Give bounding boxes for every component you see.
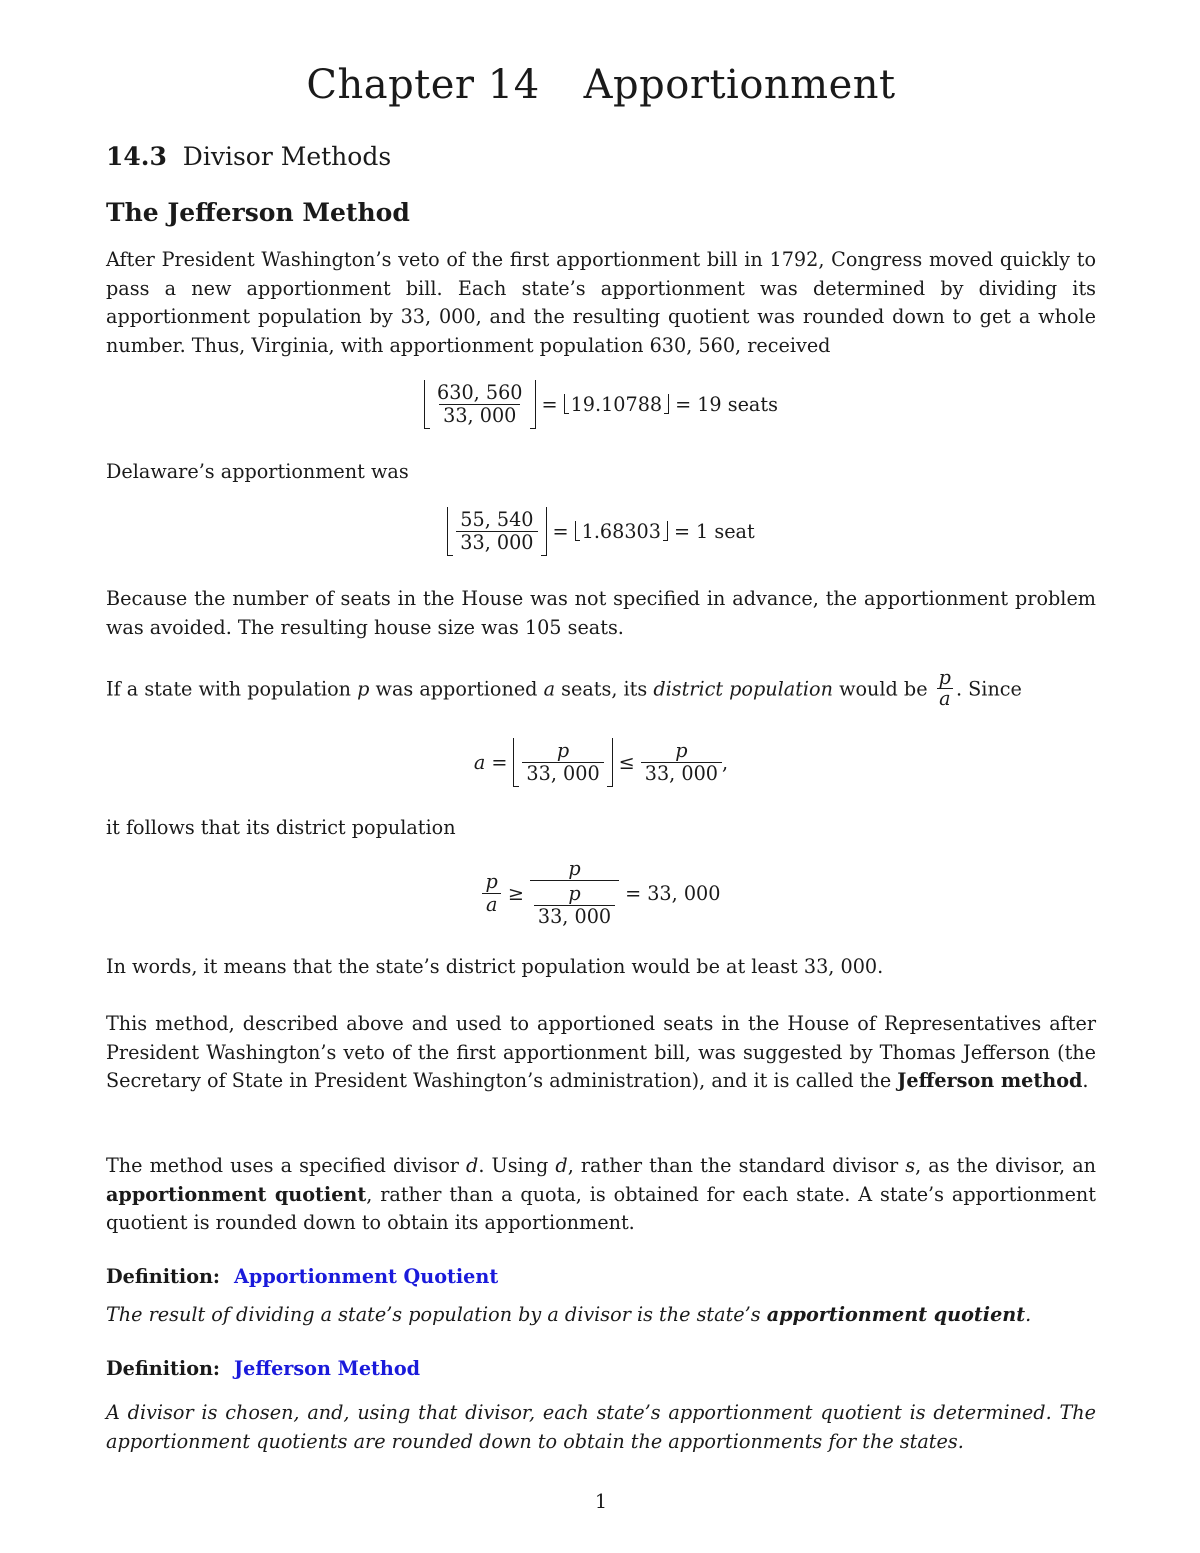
- paragraph-follows: it follows that its district population: [106, 816, 456, 839]
- definition-body-jefferson: A divisor is chosen, and, using that divisor, each state’s apportionment quotient is determined. The apportionment quotients are rounded down to obtain the apportionments for the states.: [106, 1401, 1096, 1453]
- chapter-title: [106, 62, 1096, 108]
- emphasis-term: district population: [653, 677, 833, 701]
- equation-inequality: a = $\frac{p}{33, 000}$ ≤ $\frac{p}{33, 000}$ ,: [473, 739, 729, 785]
- definition-label: Definition:: [106, 1265, 221, 1288]
- equation-virginia: [106, 380, 1096, 429]
- definition-title-link[interactable]: Jefferson Method: [234, 1357, 421, 1380]
- denominator: 33, 000: [456, 531, 537, 554]
- section-heading: [106, 142, 391, 171]
- paragraph-jefferson-origin: This method, described above and used to apportioned seats in the House of Representatives after President Washington’s veto of the first apportionment bill, was suggested by Thomas Jefferson (the Secretary of State in President Washington’s administration), and it is called the Jefferson method.: [106, 1012, 1096, 1092]
- floor-bracket: [424, 380, 535, 429]
- bold-term: apportionment quotient: [106, 1182, 367, 1206]
- definition-heading-quotient: [106, 1265, 498, 1288]
- paragraph-in-words: In words, it means that the state’s district population would be at least 33, 000.: [106, 955, 884, 978]
- definition-body-quotient: The result of dividing a state’s population by a divisor is the state’s apportionment quotient.: [106, 1303, 1032, 1326]
- variable-a: a: [473, 751, 486, 774]
- district-result: 33, 000: [647, 881, 721, 905]
- floor-bracket: [513, 738, 612, 787]
- compound-fraction: $\frac{p}{\frac{p}{33, 000}}$: [530, 858, 619, 928]
- quotient-value: 19.10788: [570, 393, 663, 416]
- document-page: [106, 0, 1096, 1553]
- page-number: 1: [594, 1490, 608, 1513]
- fraction: [456, 509, 537, 554]
- definition-label: Definition:: [106, 1357, 221, 1380]
- bold-term: Jefferson method: [897, 1069, 1083, 1092]
- definition-title-link[interactable]: Apportionment Quotient: [234, 1265, 499, 1288]
- denominator: 33, 000: [439, 404, 520, 427]
- numerator: 630, 560: [437, 381, 523, 404]
- inner-fraction: $\frac{p}{33, 000}$: [534, 883, 615, 928]
- chapter-name: Apportionment: [583, 62, 896, 108]
- equals-sign: =: [541, 393, 558, 416]
- subsection-heading: The Jefferson Method: [106, 198, 410, 227]
- less-equal-sign: ≤: [618, 751, 635, 774]
- paragraph-intro: After President Washington’s veto of the first apportionment bill in 1792, Congress moved quickly to pass a new apportionment bill. Each state’s apportionment was determined by dividing its apportionment population by 33, 000, and the resulting quotient was rounded down to get a whole number. Thus, Virginia, with apportionment population 630, 560, received: [106, 248, 1096, 357]
- bold-term: apportionment quotient: [766, 1303, 1026, 1326]
- section-number: 14.3: [106, 142, 167, 171]
- section-title: Divisor Methods: [182, 142, 392, 171]
- fraction: $\frac{p}{a}$: [482, 871, 502, 916]
- paragraph-district-population: If a state with population p was apportioned a seats, its district population would be $\frac{p}{a}$ . Since: [106, 666, 1022, 710]
- greater-equal-sign: ≥: [507, 881, 524, 905]
- equals-sign: =: [552, 520, 569, 543]
- fraction: $\frac{p}{33, 000}$: [641, 740, 722, 785]
- paragraph-house-size: Because the number of seats in the House was not specified in advance, the apportionment problem was avoided. The resulting house size was 105 seats.: [106, 587, 1096, 639]
- paragraph-method-description: The method uses a specified divisor d. Using d, rather than the standard divisor s, as the divisor, an apportionment quotient, rather than a quota, is obtained for each state. A state’s apportionment quotient is rounded down to obtain its apportionment.: [106, 1154, 1096, 1234]
- definition-heading-jefferson: [106, 1357, 420, 1380]
- floor-bracket: [447, 507, 546, 556]
- seat-result: 1 seat: [696, 520, 755, 543]
- equation-delaware: [106, 507, 1096, 556]
- inline-fraction: $\frac{p}{a}$: [938, 666, 951, 710]
- fraction: [433, 382, 526, 427]
- equals-sign: =: [675, 393, 692, 416]
- seat-result: 19 seats: [697, 393, 778, 416]
- fraction: $\frac{p}{33, 000}$: [522, 740, 603, 785]
- chapter-label: Chapter 14: [306, 62, 540, 108]
- numerator: 55, 540: [460, 508, 534, 531]
- paragraph-delaware: Delaware’s apportionment was: [106, 460, 409, 483]
- quotient-value: 1.68303: [581, 520, 661, 543]
- equation-district: $\frac{p}{a}$ ≥ $\frac{p}{\frac{p}{33, 000}}$ = 33, 000: [106, 858, 1096, 928]
- equals-sign: =: [673, 520, 691, 543]
